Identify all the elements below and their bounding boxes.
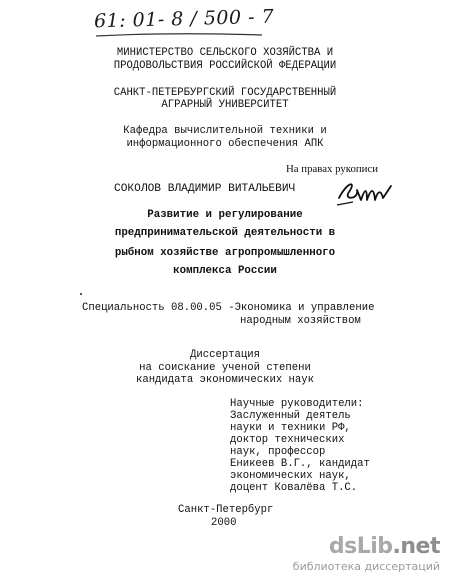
archive-code: 61: 01- 8 / 500 - 7 [93, 5, 275, 33]
specialty-line1: Специальность 08.00.05 -Экономика и управление [82, 302, 375, 314]
dslib-watermark [293, 535, 440, 573]
author-signature [333, 178, 393, 210]
dissertation-line1: Диссертация [190, 349, 260, 361]
supervisors-line5: наук, профессор [230, 446, 326, 458]
year: 2000 [211, 517, 237, 529]
watermark-subtitle: библиотека диссертаций [292, 560, 440, 573]
dslib-logo [293, 535, 440, 559]
supervisors-heading: Научные руководители: [230, 398, 364, 410]
ministry-line1: МИНИСТЕРСТВО СЕЛЬСКОГО ХОЗЯЙСТВА И [116, 47, 334, 59]
ministry-line2: ПРОДОВОЛЬСТВИЯ РОССИЙСКОЙ ФЕДЕРАЦИИ [113, 60, 337, 72]
title-line4: комплекса России [173, 265, 277, 277]
supervisors-line3: науки и техники РФ, [230, 422, 351, 434]
university-line2: АГРАРНЫЙ УНИВЕРСИТЕТ [161, 99, 289, 111]
university-line1: САНКТ-ПЕТЕРБУРГСКИЙ ГОСУДАРСТВЕННЫЙ [113, 87, 337, 99]
scan-speck [80, 293, 82, 295]
supervisors-line8: доцент Ковалёва Т.С. [230, 482, 358, 494]
title-line3: рыбном хозяйстве агропромышленного [114, 247, 336, 259]
supervisors-line2: Заслуженный деятель [230, 410, 351, 422]
dissertation-line2: на соискание ученой степени [139, 362, 311, 374]
author-name: СОКОЛОВ ВЛАДИМИР ВИТАЛЬЕВИЧ [114, 183, 296, 195]
logo-part2: .net [392, 534, 440, 559]
supervisors-line6: Еникеев В.Г., кандидат [230, 458, 370, 470]
title-line2: предпринимательской деятельности в [114, 227, 336, 239]
place-name: Санкт-Петербург [178, 504, 274, 516]
department-line1: Кафедра вычислительной техники и [123, 125, 327, 137]
manuscript-rights: На правах рукописи [286, 163, 378, 175]
underline-stroke [94, 31, 264, 39]
logo-part1: dsLib [328, 534, 393, 559]
supervisors-line7: экономических наук, [230, 470, 351, 482]
supervisors-line4: доктор технических [230, 434, 345, 446]
title-line1: Развитие и регулирование [147, 209, 303, 221]
dissertation-line3: кандидата экономических наук [135, 374, 314, 386]
specialty-line2: народным хозяйством [240, 315, 361, 327]
department-line2: информационного обеспечения АПК [126, 138, 324, 150]
